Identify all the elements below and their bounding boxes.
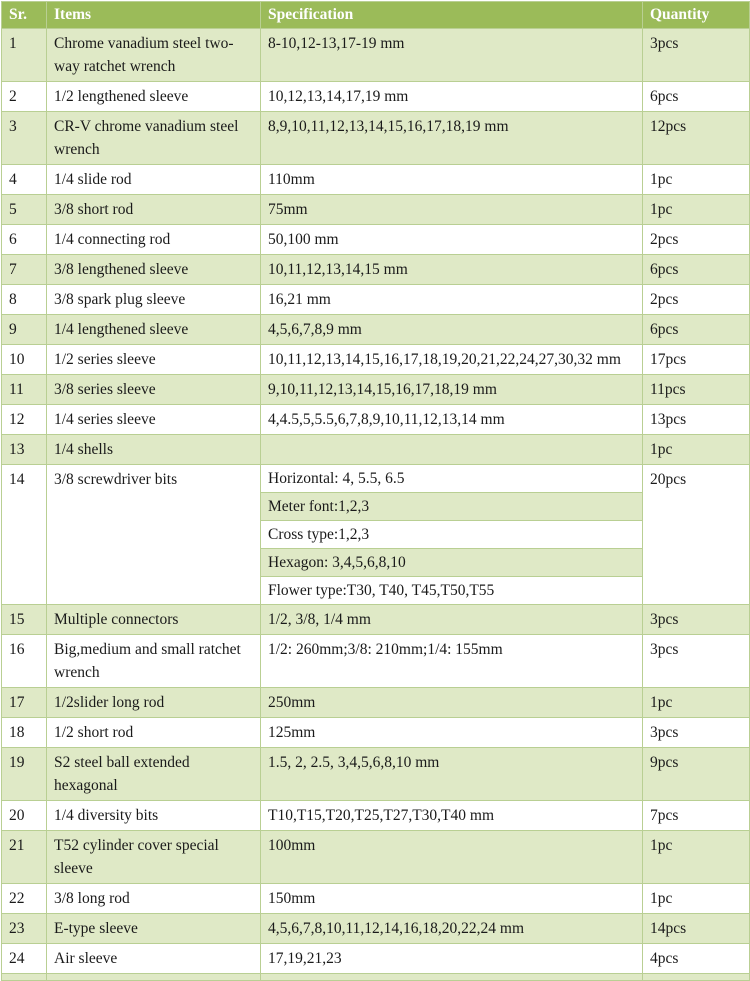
table-row — [2, 465, 750, 605]
cell-sr: 17 — [2, 688, 47, 718]
cell-specification: 17,19,21,23 — [261, 944, 643, 974]
spec-sublist — [261, 465, 642, 604]
cell-specification: 1/2: 260mm;3/8: 210mm;1/4: 155mm — [261, 635, 643, 688]
product-spec-table — [1, 1, 750, 981]
cell-quantity: 12pcs — [643, 112, 750, 165]
cell-sr: 9 — [2, 315, 47, 345]
table-row — [2, 165, 750, 195]
cell-quantity: 13pcs — [643, 405, 750, 435]
table-header-row — [2, 2, 750, 29]
cell-quantity: 1pc — [643, 831, 750, 884]
cell-item: 1/4 diversity bits — [47, 801, 261, 831]
cell-quantity: 7pcs — [643, 801, 750, 831]
cell-specification: 1/2, 3/8, 1/4 mm — [261, 605, 643, 635]
table-row — [2, 195, 750, 225]
cell-item: 1/2 short rod — [47, 718, 261, 748]
spec-line: Horizontal: 4, 5.5, 6.5 — [261, 465, 642, 493]
cell-specification: 8-10,12-13,17-19 mm — [261, 29, 643, 82]
cell-quantity: 3pcs — [643, 605, 750, 635]
cell-item: 1/4 connecting rod — [47, 225, 261, 255]
table-row — [2, 29, 750, 82]
cell-sr: 5 — [2, 195, 47, 225]
cell-item: 3/8 screwdriver bits — [47, 465, 261, 605]
table-row — [2, 801, 750, 831]
table-body — [2, 29, 750, 981]
cell-item: 1/4 slide rod — [47, 165, 261, 195]
table-row — [2, 375, 750, 405]
cell-item: 3/8 spark plug sleeve — [47, 285, 261, 315]
table-row — [2, 315, 750, 345]
cell-sr: 24 — [2, 944, 47, 974]
table-row — [2, 914, 750, 944]
cell-quantity: 14pcs — [643, 914, 750, 944]
header-sr: Sr. — [2, 2, 47, 29]
table-row — [2, 405, 750, 435]
cell-sr: 12 — [2, 405, 47, 435]
cell-specification: 10,12,13,14,17,19 mm — [261, 82, 643, 112]
cell-quantity: 2pcs — [643, 225, 750, 255]
cell-item: CR-V chrome vanadium steel wrench — [47, 112, 261, 165]
spec-line: Cross type:1,2,3 — [261, 521, 642, 549]
header-quantity: Quantity — [643, 2, 750, 29]
cell-specification: 50,100 mm — [261, 225, 643, 255]
table-row — [2, 688, 750, 718]
cell-specification: 125mm — [261, 718, 643, 748]
cell-sr: 18 — [2, 718, 47, 748]
table-row — [2, 435, 750, 465]
table-row — [2, 285, 750, 315]
cell-sr: 11 — [2, 375, 47, 405]
table-row — [2, 944, 750, 974]
cell-specification: 9,10,11,12,13,14,15,16,17,18,19 mm — [261, 375, 643, 405]
cell-quantity: 3pcs — [643, 718, 750, 748]
cell-quantity: 6pcs — [643, 255, 750, 285]
cell-quantity: 17pcs — [643, 345, 750, 375]
table-row — [2, 225, 750, 255]
cell-sr: 10 — [2, 345, 47, 375]
cell-quantity: 9pcs — [643, 748, 750, 801]
cell-specification: 100mm — [261, 831, 643, 884]
cell-item: Multiple connectors — [47, 605, 261, 635]
table-row — [2, 255, 750, 285]
cell-quantity: 11pcs — [643, 375, 750, 405]
cell-specification: 10,11,12,13,14,15,16,17,18,19,20,21,22,24,27,30,32 mm — [261, 345, 643, 375]
cell-sr: 3 — [2, 112, 47, 165]
cell-specification: 110mm — [261, 165, 643, 195]
cell-specification: 8,9,10,11,12,13,14,15,16,17,18,19 mm — [261, 112, 643, 165]
cell-item: T52 cylinder cover special sleeve — [47, 831, 261, 884]
cell-sr: 6 — [2, 225, 47, 255]
cell-item: 3/8 lengthened sleeve — [47, 255, 261, 285]
cell-sr: 13 — [2, 435, 47, 465]
cell-quantity: 2pcs — [643, 285, 750, 315]
cell-item: 3/8 series sleeve — [47, 375, 261, 405]
cell-sr: 1 — [2, 29, 47, 82]
spec-line: Flower type:T30, T40, T45,T50,T55 — [261, 577, 642, 605]
cell-quantity: 1pc — [643, 688, 750, 718]
spec-line: Meter font:1,2,3 — [261, 493, 642, 521]
cell-item: 1/4 lengthened sleeve — [47, 315, 261, 345]
cell-specification: T10,T15,T20,T25,T27,T30,T40 mm — [261, 801, 643, 831]
cell-sr: 2 — [2, 82, 47, 112]
table-row — [2, 718, 750, 748]
header-specification: Specification — [261, 2, 643, 29]
cell-sr: 19 — [2, 748, 47, 801]
table-row — [2, 884, 750, 914]
cell-sr: 14 — [2, 465, 47, 605]
cell-specification — [261, 435, 643, 465]
cell-sr: 16 — [2, 635, 47, 688]
table-row — [2, 345, 750, 375]
table-row — [2, 748, 750, 801]
cell-item: 1/4 series sleeve — [47, 405, 261, 435]
spec-line: Hexagon: 3,4,5,6,8,10 — [261, 549, 642, 577]
table-row — [2, 112, 750, 165]
cell-quantity: 6pcs — [643, 82, 750, 112]
cell-quantity: 6pcs — [643, 315, 750, 345]
cell-specification: 10,11,12,13,14,15 mm — [261, 255, 643, 285]
cell-specification — [261, 465, 643, 605]
cell-specification: 4,5,6,7,8,9 mm — [261, 315, 643, 345]
cell-sr: 21 — [2, 831, 47, 884]
table-row — [2, 635, 750, 688]
table-row — [2, 605, 750, 635]
cell-sr: 7 — [2, 255, 47, 285]
cell-item: Air sleeve — [47, 944, 261, 974]
cell-quantity: 1pc — [643, 195, 750, 225]
cell-quantity: 1pc — [643, 165, 750, 195]
cell-sr: 15 — [2, 605, 47, 635]
cell-quantity: 1pc — [643, 884, 750, 914]
cell-sr: 23 — [2, 914, 47, 944]
cell-quantity: 4pcs — [643, 944, 750, 974]
cell-item: 3/8 long rod — [47, 884, 261, 914]
table-row — [2, 831, 750, 884]
header-items: Items — [47, 2, 261, 29]
cell-quantity: 3pcs — [643, 29, 750, 82]
cell-specification: 16,21 mm — [261, 285, 643, 315]
cell-item: E-type sleeve — [47, 914, 261, 944]
cell-item: 1/2slider long rod — [47, 688, 261, 718]
cell-item: Chrome vanadium steel two-way ratchet wrench — [47, 29, 261, 82]
cell-quantity: 3pcs — [643, 635, 750, 688]
cell-item: Big,medium and small ratchet wrench — [47, 635, 261, 688]
cell-specification: 150mm — [261, 884, 643, 914]
cell-item: 1/4 shells — [47, 435, 261, 465]
cell-quantity: 20pcs — [643, 465, 750, 605]
cell-item: 1/2 lengthened sleeve — [47, 82, 261, 112]
cell-specification: 75mm — [261, 195, 643, 225]
cell-item: S2 steel ball extended hexagonal — [47, 748, 261, 801]
cell-sr: 22 — [2, 884, 47, 914]
cell-sr: 4 — [2, 165, 47, 195]
table-row — [2, 82, 750, 112]
cell-sr: 8 — [2, 285, 47, 315]
cell-item: 1/2 series sleeve — [47, 345, 261, 375]
cell-specification: 1.5, 2, 2.5, 3,4,5,6,8,10 mm — [261, 748, 643, 801]
cell-item: 3/8 short rod — [47, 195, 261, 225]
cell-specification: 4,5,6,7,8,10,11,12,14,16,18,20,22,24 mm — [261, 914, 643, 944]
cell-specification: 4,4.5,5,5.5,6,7,8,9,10,11,12,13,14 mm — [261, 405, 643, 435]
cell-specification: 250mm — [261, 688, 643, 718]
cell-quantity: 1pc — [643, 435, 750, 465]
cell-sr: 20 — [2, 801, 47, 831]
